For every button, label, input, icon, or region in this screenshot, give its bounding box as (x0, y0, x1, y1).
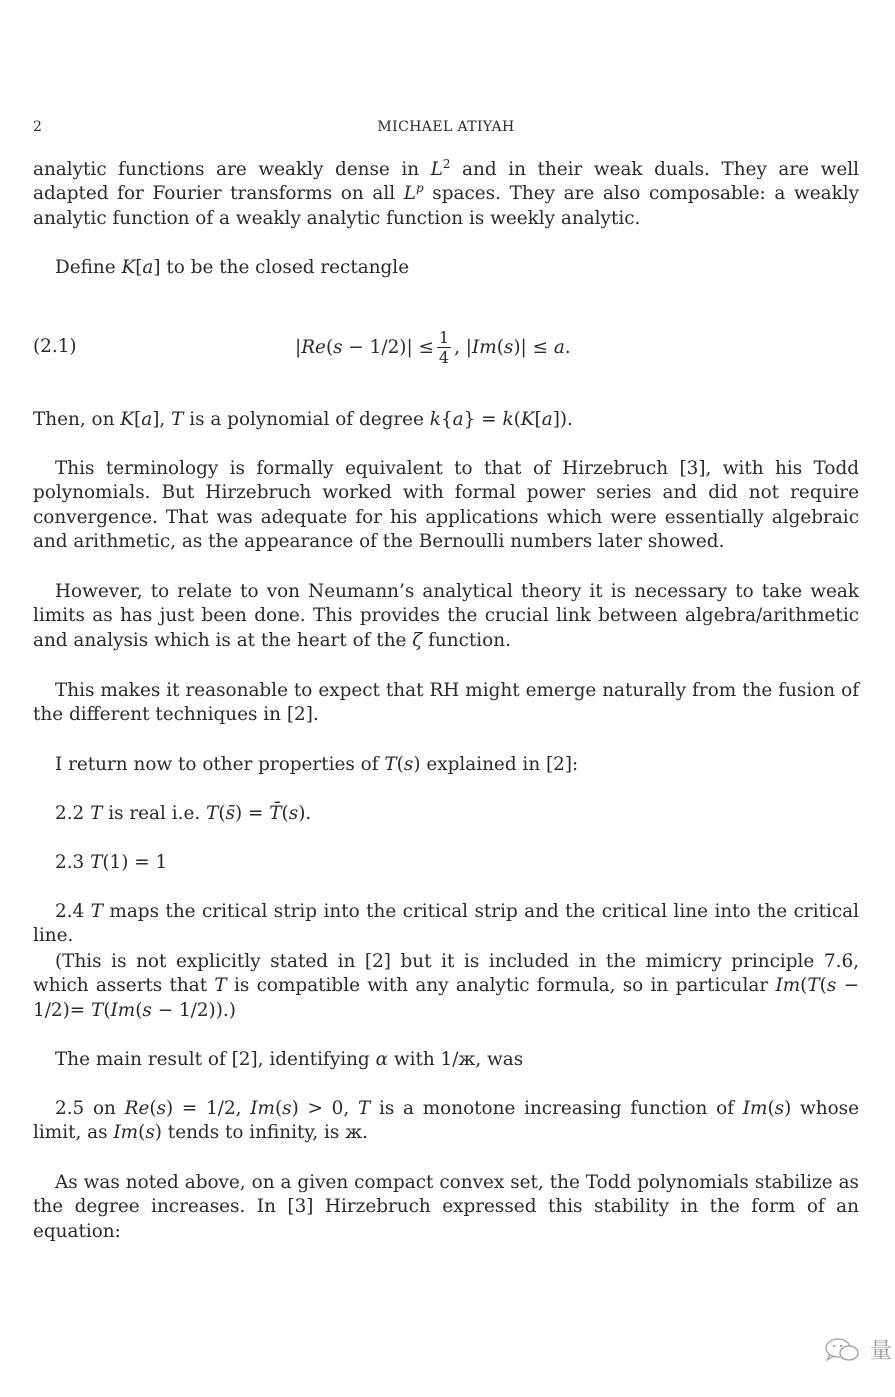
paragraph-polynomial-degree: Then, on K[a], T is a polynomial of degree k{a} = k(K[a]). (33, 409, 573, 430)
equation-body (295, 318, 571, 376)
paragraph-define-rectangle: Define K[a] to be the closed rectangle (55, 257, 410, 278)
watermark-glyph: 量 (870, 1339, 893, 1364)
wechat-icon (818, 1334, 868, 1364)
paragraph-weak-analytic: analytic functions are weakly dense in $L^2$ and in their weak duals. They are well adapted for Fourier transforms on all $L^p$ spaces. They are also composable: a weakly analytic function of a weakly analytic function is weekly analytic. (33, 156, 860, 229)
equation-2-1 (33, 318, 859, 376)
item-2-5: 2.5 on Re(s) = 1/2, Im(s) > 0, T is a monotone increasing function of Im(s) whose limit, as Im(s) tends to infinity, is ж. (33, 1098, 859, 1144)
fraction-denominator: 4 (438, 347, 450, 367)
equation-label: (2.1) (33, 336, 77, 357)
paragraph-hirzebruch-terminology: This terminology is formally equivalent to that of Hirzebruch [3], with his Todd polynomials. But Hirzebruch worked with formal power series and did not require convergence. That was adequate for his applications which were essentially algebraic and arithmetic, as the appearance of the Bernoulli numbers later showed. (33, 458, 859, 553)
paragraph-todd-stability: As was noted above, on a given compact convex set, the Todd polynomials stabilize as the degree increases. In [3] Hirzebruch expressed this stability in the form of an equation: (33, 1172, 859, 1242)
equation-left-side: |Re(s − 1/2)| ≤ (295, 336, 434, 358)
item-2-3: 2.3 T(1) = 1 (55, 852, 168, 873)
item-2-4: 2.4 T maps the critical strip into the critical strip and the critical line into the critical line. (33, 901, 860, 947)
equation-fraction (437, 328, 451, 367)
page-header (33, 119, 859, 139)
paragraph-main-result: The main result of [2], identifying α with 1/ж, was (55, 1049, 524, 1070)
paragraph-return-properties: I return now to other properties of T(s) explained in [2]: (55, 754, 579, 775)
equation-right-side: , |Im(s)| ≤ a. (454, 336, 571, 358)
watermark (818, 1334, 895, 1364)
paragraph-mimicry-principle: (This is not explicitly stated in [2] but it is included in the mimicry principle 7.6, which asserts that T is compatible with any analytic formula, so in particular Im(T(s − 1/2)= T(Im(s − 1/2)).) (33, 951, 859, 1021)
paragraph-von-neumann: However, to relate to von Neumann’s analytical theory it is necessary to take weak limits as has just been done. This provides the crucial link between algebra/arithmetic and analysis which is at the heart of the ζ function. (33, 581, 859, 651)
running-title: MICHAEL ATIYAH (377, 119, 515, 135)
fraction-numerator: 1 (438, 327, 450, 347)
page-number: 2 (33, 119, 43, 135)
item-2-2: 2.2 T is real i.e. T(s̄) = T̄(s). (55, 803, 312, 824)
paragraph-rh-fusion: This makes it reasonable to expect that RH might emerge naturally from the fusion of the different techniques in [2]. (33, 680, 859, 726)
